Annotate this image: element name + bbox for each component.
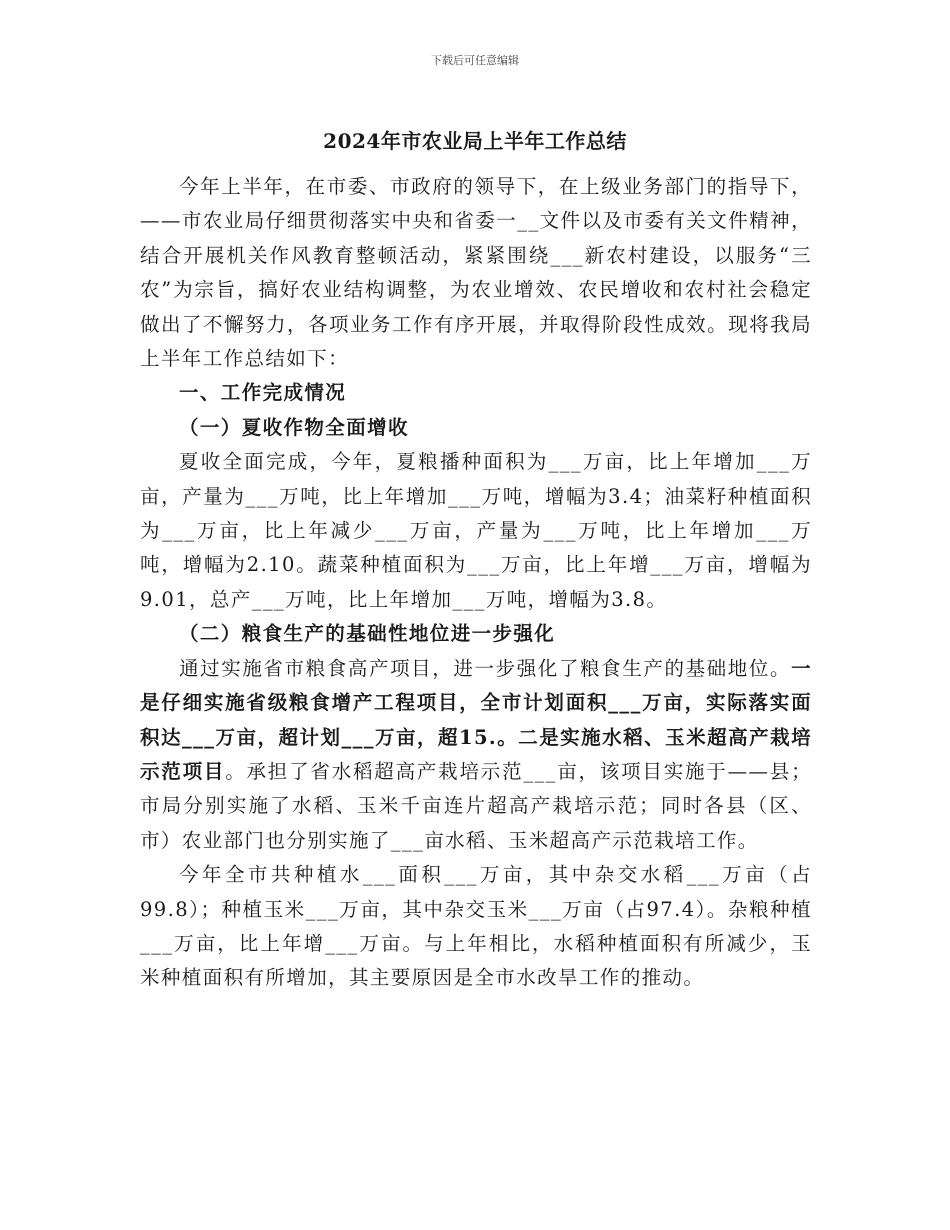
subsection-2-paragraph (140, 652, 812, 858)
final-paragraph: 今年全市共种植水___面积___万亩，其中杂交水稻___万亩（占99.8）；种植玉米___万亩，其中杂交玉米___万亩（占97.4）。杂粮种植___万亩，比上年增___万亩。与上年相比，水稻种植面积有所减少，玉米种植面积有所增加，其主要原因是全市水改旱工作的推动。 (140, 863, 812, 990)
intro-paragraph: 今年上半年，在市委、市政府的领导下，在上级业务部门的指导下，——市农业局仔细贯彻落实中央和省委一__文件以及市委有关文件精神，结合开展机关作风教育整顿活动，紧紧围绕___新农村建设，以服务“三农”为宗旨，搞好农业结构调整，为农业增效、农民增收和农村社会稳定做出了不懈努力，各项业务工作有序开展，并取得阶段性成效。现将我局上半年工作总结如下： (140, 175, 812, 371)
header-note: 下载后可任意编辑 (431, 54, 519, 67)
document-title: 2024年市农业局上半年工作总结 (323, 129, 627, 153)
document-body (140, 170, 812, 996)
subsection-2-rest: 。承担了省水稻超高产栽培示范___亩，该项目实施于——县；市局分别实施了水稻、玉米千亩连片超高产栽培示范；同时各县（区、市）农业部门也分别实施了___亩水稻、玉米超高产示范栽培工作。 (140, 759, 812, 852)
subsection-1-paragraph: 夏收全面完成，今年，夏粮播种面积为___万亩，比上年增加___万亩，产量为___万吨，比上年增加___万吨，增幅为3.4；油菜籽种植面积为___万亩，比上年减少___万亩，产量为___万吨，比上年增加___万吨，增幅为2.10。蔬菜种植面积为___万亩，比上年增___万亩，增幅为9.01，总产___万吨，比上年增加___万吨，增幅为3.8。 (140, 450, 812, 611)
section-heading-1: 一、工作完成情况 (179, 381, 347, 405)
subsection-2-bold-text: 一是仔细实施省级粮食增产工程项目，全市计划面积___万亩，实际落实面积达___万亩，超计划___万亩，超15.。二是实施水稻、玉米超高产栽培示范项目 (140, 656, 812, 783)
subsection-heading-1: （一）夏收作物全面增收 (179, 415, 409, 439)
subsection-heading-2: （二）粮食生产的基础性地位进一步强化 (179, 622, 556, 646)
subsection-2-intro: 通过实施省市粮食高产项目，进一步强化了粮食生产的基础地位。 (179, 656, 792, 680)
